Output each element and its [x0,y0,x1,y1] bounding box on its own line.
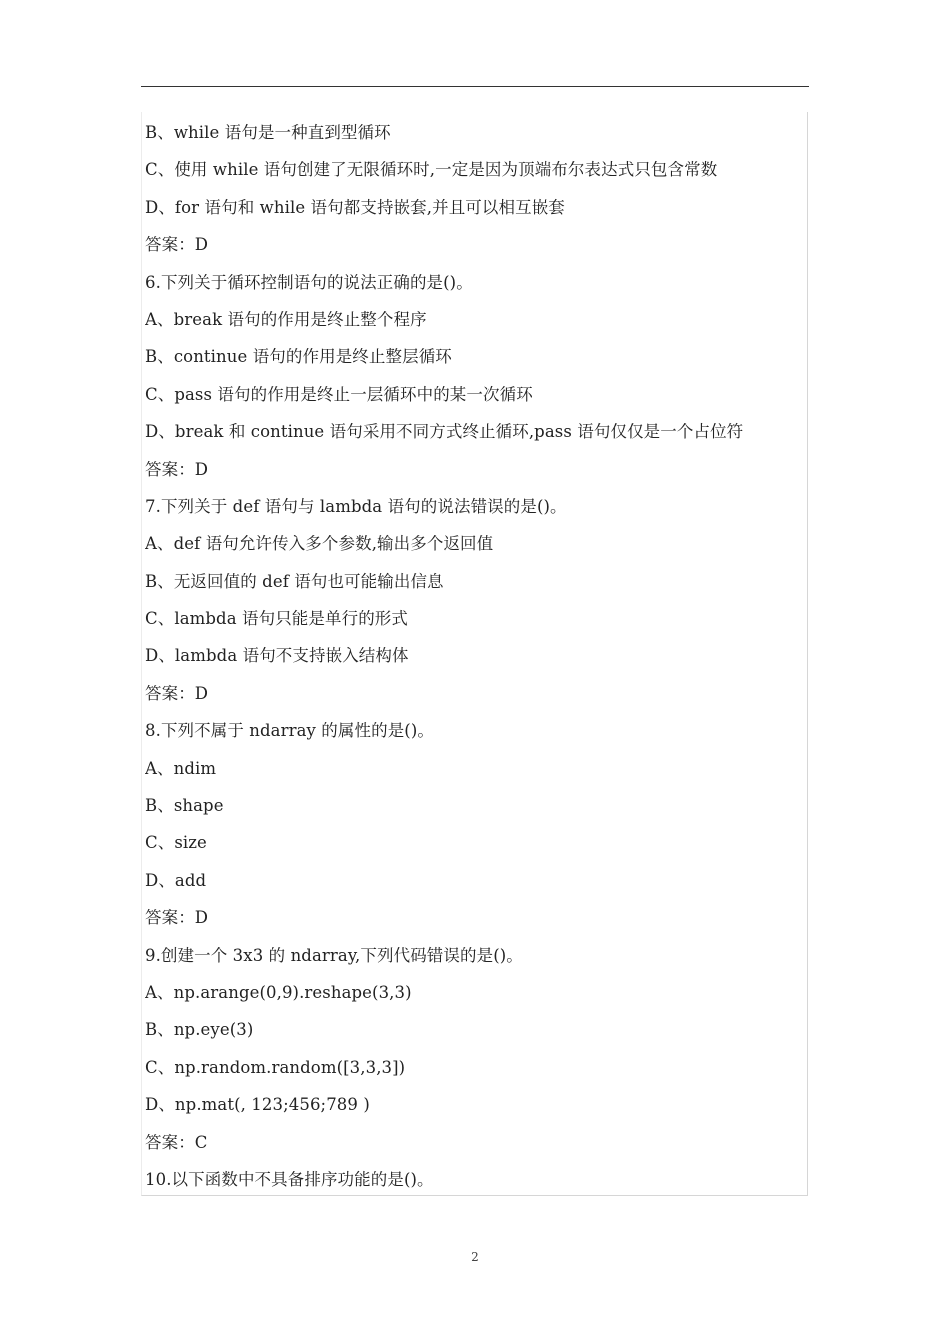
text-line: D、break 和 continue 语句采用不同方式终止循环,pass 语句仅仅是一个占位符 [145,422,744,442]
text-line: B、无返回值的 def 语句也可能输出信息 [145,571,444,591]
text-line: B、continue 语句的作用是终止整层循环 [145,347,452,367]
text-line: D、np.mat(, 123;456;789 ) [145,1095,370,1115]
question-line: 8.下列不属于 ndarray 的属性的是()。 [145,721,434,741]
text-line: C、pass 语句的作用是终止一层循环中的某一次循环 [145,384,533,404]
text-line: C、使用 while 语句创建了无限循环时,一定是因为顶端布尔表达式只包含常数 [145,160,718,180]
question-line: 7.下列关于 def 语句与 lambda 语句的说法错误的是()。 [145,496,567,516]
answer-line: 答案：C [145,1132,208,1152]
text-line: A、def 语句允许传入多个参数,输出多个返回值 [145,534,494,554]
answer-line: 答案：D [145,908,209,928]
text-line: B、np.eye(3) [145,1020,254,1040]
text-line: A、break 语句的作用是终止整个程序 [145,309,427,329]
answer-line: 答案：D [145,235,209,255]
text-line: B、shape [145,796,224,816]
question-list [145,114,807,1198]
text-line: A、ndim [145,758,217,778]
answer-line: 答案：D [145,459,209,479]
text-line: D、for 语句和 while 语句都支持嵌套,并且可以相互嵌套 [145,197,565,217]
text-line: D、add [145,870,207,890]
question-line: 9.创建一个 3x3 的 ndarray,下列代码错误的是()。 [145,945,523,965]
question-line: 10.以下函数中不具备排序功能的是()。 [145,1169,434,1189]
text-line: B、while 语句是一种直到型循环 [145,123,391,142]
text-line: D、lambda 语句不支持嵌入结构体 [145,646,409,666]
text-line: C、np.random.random([3,3,3]) [145,1057,406,1077]
answer-line: 答案：D [145,683,209,703]
text-line: C、size [145,833,207,853]
page-number: 2 [471,1250,479,1264]
question-line: 6.下列关于循环控制语句的说法正确的是()。 [145,272,473,292]
text-line: C、lambda 语句只能是单行的形式 [145,609,408,629]
header-rule [141,86,809,87]
text-line: A、np.arange(0,9).reshape(3,3) [145,982,412,1002]
